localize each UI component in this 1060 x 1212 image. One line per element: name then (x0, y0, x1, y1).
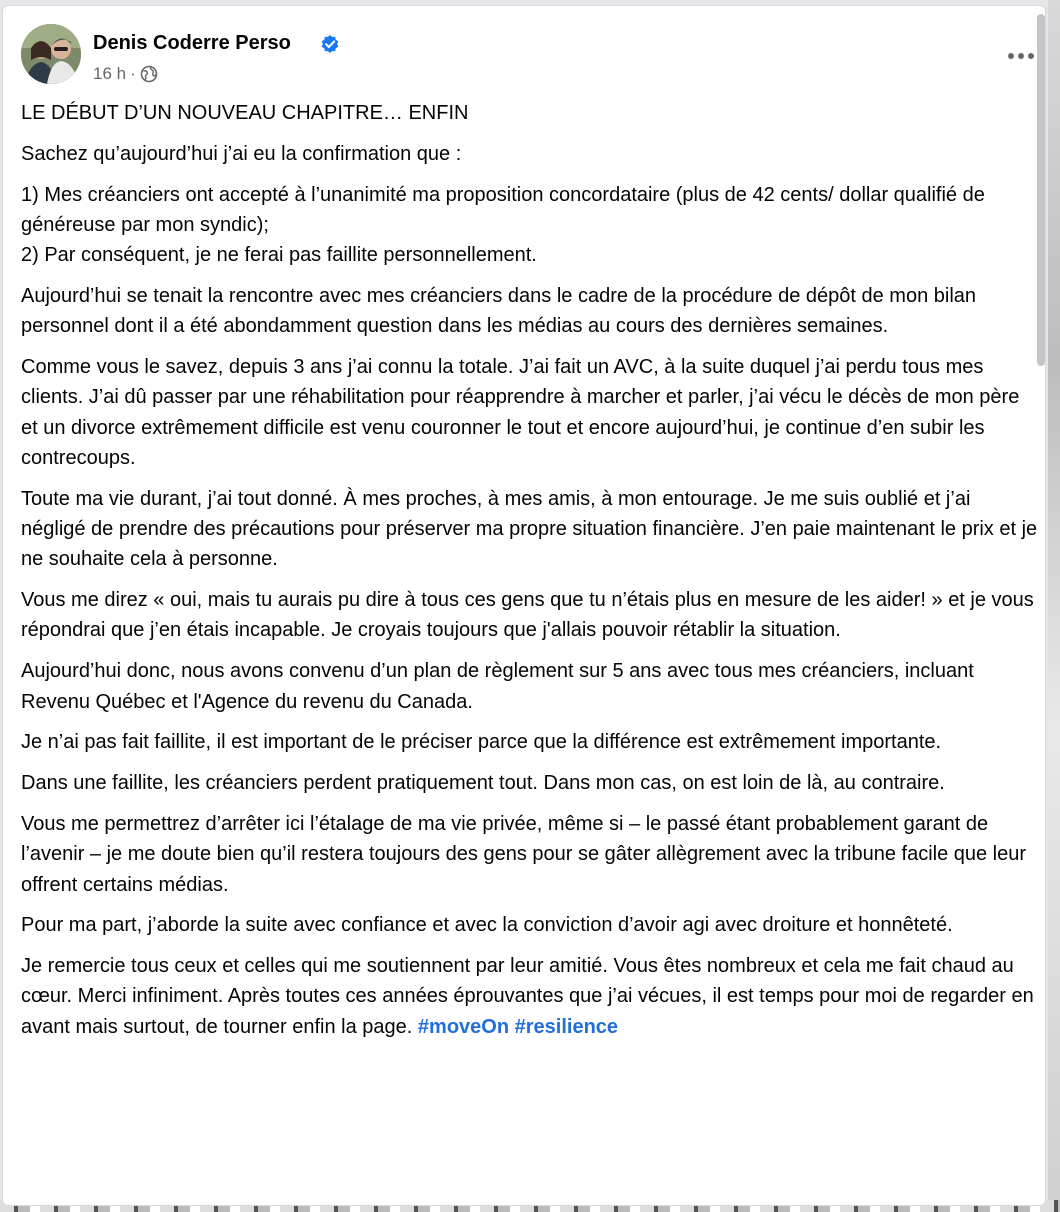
post-paragraph: Toute ma vie durant, j’ai tout donné. À mes proches, à mes amis, à mon entourage. Je me suis oublié et j’ai négligé de prendre des précautions pour préserver ma propre situation financière. J’en paie maintenant le prix et je ne souhaite cela à personne. (21, 487, 1038, 571)
list-item: 2) Par conséquent, je ne ferai pas faillite personnellement. (21, 244, 537, 267)
background-photo-edge (1048, 0, 1060, 1212)
post-paragraph: Comme vous le savez, depuis 3 ans j’ai connu la totale. J’ai fait un AVC, à la suite duquel j’ai perdu tous mes clients. J’ai dû passer par une réhabilitation pour réapprendre à marcher et parler, j’ai vécu le décès de mon père et un divorce extrêmement difficile est venu couronner le tout et encore aujourd’hui, je continue d’en subir les contrecoups. (21, 356, 1020, 469)
scrollbar-thumb[interactable] (1037, 14, 1045, 366)
more-options-icon (1007, 52, 1035, 60)
globe-icon[interactable] (140, 65, 158, 83)
post-paragraph: Dans une faillite, les créanciers perdent pratiquement tout. Dans mon cas, on est loin de là, au contraire. (21, 772, 945, 795)
post-body (21, 98, 1039, 1053)
post-paragraph: Je n’ai pas fait faillite, il est important de le préciser parce que la différence est extrêmement importante. (21, 731, 942, 754)
post-paragraph: Pour ma part, j’aborde la suite avec confiance et avec la conviction d’avoir agi avec droiture et honnêteté. (21, 914, 953, 937)
author-name[interactable]: Denis Coderre Perso (93, 32, 291, 54)
post-meta (93, 64, 158, 84)
post-header (21, 24, 1031, 86)
post-paragraph: Sachez qu’aujourd’hui j’ai eu la confirmation que : (21, 142, 462, 165)
closing-text: Je remercie tous ceux et celles qui me soutiennent par leur amitié. Vous êtes nombreux et cela me fait chaud au cœur. Merci infiniment. Après toutes ces années éprouvantes que j’ai vécues, il est temps pour moi de regarder en avant mais surtout, de tourner enfin la page. (21, 955, 1034, 1038)
post-paragraph: Vous me direz « oui, mais tu aurais pu dire à tous ces gens que tu n’étais plus en mesure de les aider! » et je vous répondrai que j’en étais incapable. Je croyais toujours que j'allais pouvoir rétablir la situation. (21, 589, 1034, 642)
post-timestamp[interactable]: 16 h (93, 64, 127, 83)
hashtag-link[interactable]: #moveOn (417, 1015, 510, 1038)
list-item: 1) Mes créanciers ont accepté à l’unanimité ma proposition concordataire (plus de 42 cents/ dollar qualifié de généreuse par mon syndic); (21, 183, 985, 236)
verified-badge-icon (320, 34, 340, 54)
avatar[interactable] (21, 24, 81, 84)
post-paragraph: Aujourd’hui se tenait la rencontre avec mes créanciers dans le cadre de la procédure de dépôt de mon bilan personnel dont il a été abondamment question dans les médias au cours des dernières semaines. (21, 284, 977, 338)
post-paragraph: Aujourd’hui donc, nous avons convenu d’un plan de règlement sur 5 ans avec tous mes créanciers, incluant Revenu Québec et l'Agence du revenu du Canada. (21, 660, 974, 713)
post-paragraph-title: LE DÉBUT D’UN NOUVEAU CHAPITRE… ENFIN (21, 102, 469, 124)
post-paragraph-list (21, 180, 1039, 271)
hashtag-link[interactable]: #resilience (514, 1015, 619, 1038)
post-paragraph: Vous me permettrez d’arrêter ici l’étalage de ma vie privée, même si – le passé étant probablement garant de l’avenir – je me doute bien qu’il restera toujours des gens pour se gâter allègrement avec la tribune facile que leur offrent certains médias. (21, 812, 1027, 896)
profile-photo-avatar (21, 24, 81, 84)
facebook-post-card (2, 5, 1046, 1206)
post-paragraph-closing (21, 951, 1039, 1042)
meta-separator: · (130, 64, 136, 83)
